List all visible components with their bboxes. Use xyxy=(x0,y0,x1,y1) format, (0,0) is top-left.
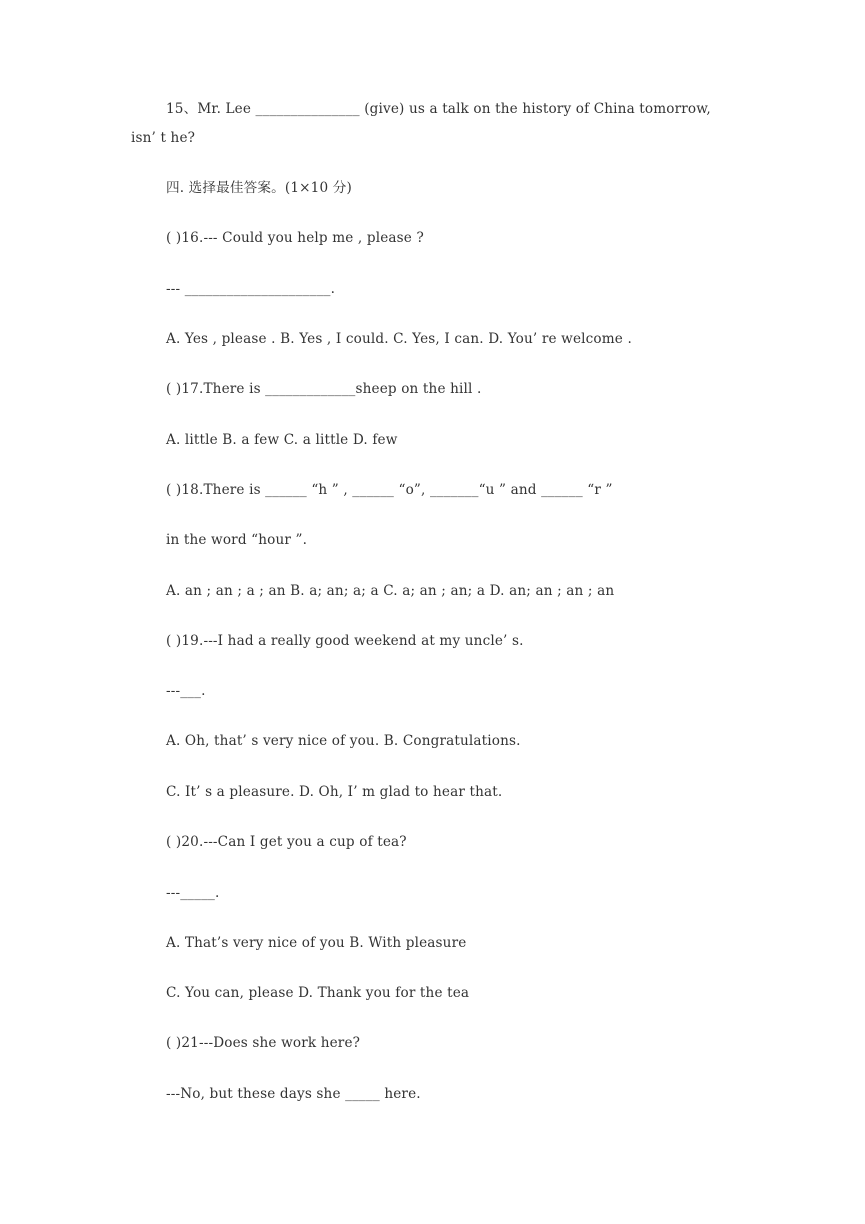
question-20-options-ab: A. That’s very nice of you B. With pleasure xyxy=(166,935,467,951)
question-21: ( )21---Does she work here? xyxy=(166,1035,361,1051)
question-18-continuation: in the word “hour ”. xyxy=(166,532,308,548)
question-17-options: A. little B. a few C. a little D. few xyxy=(166,432,398,448)
question-16-options: A. Yes , please . B. Yes , I could. C. Yes, I can. D. You’ re welcome . xyxy=(166,331,632,347)
question-19-answer-blank: ---___. xyxy=(166,683,206,699)
question-18: ( )18.There is ______ “h ” , ______ “o”, _______“u ” and ______ “r ” xyxy=(166,482,613,498)
question-15-line: 15、Mr. Lee _______________ (give) us a talk on the history of China tomorrow, xyxy=(166,101,711,117)
question-15-continuation: isn’ t he? xyxy=(131,130,196,146)
question-21-answer: ---No, but these days she _____ here. xyxy=(166,1086,421,1102)
question-19-options-cd: C. It’ s a pleasure. D. Oh, I’ m glad to hear that. xyxy=(166,784,503,800)
question-18-options: A. an ; an ; a ; an B. a; an; a; a C. a; an ; an; a D. an; an ; an ; an xyxy=(166,583,615,599)
question-20-answer-blank: ---_____. xyxy=(166,885,220,901)
question-19: ( )19.---I had a really good weekend at my uncle’ s. xyxy=(166,633,524,649)
question-16-answer-blank: --- _____________________. xyxy=(166,281,336,297)
question-19-options-ab: A. Oh, that’ s very nice of you. B. Congratulations. xyxy=(166,733,521,749)
question-20-options-cd: C. You can, please D. Thank you for the tea xyxy=(166,985,470,1001)
section-heading: 四. 选择最佳答案。(1×10 分) xyxy=(166,180,352,196)
question-20: ( )20.---Can I get you a cup of tea? xyxy=(166,834,407,850)
question-16: ( )16.--- Could you help me , please ? xyxy=(166,230,424,246)
question-17: ( )17.There is _____________sheep on the hill . xyxy=(166,381,482,397)
